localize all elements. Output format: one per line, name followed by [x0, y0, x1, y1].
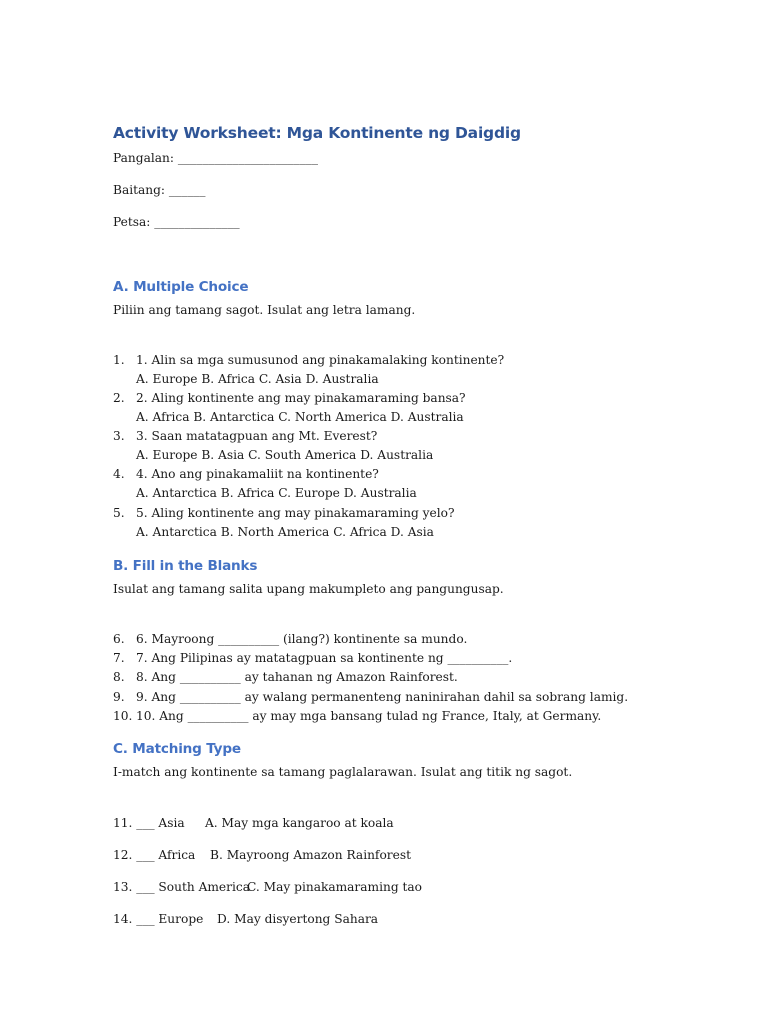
question-options: A. Europe B. Asia C. South America D. Australia — [136, 448, 434, 462]
list-item — [113, 649, 512, 668]
list-item — [113, 504, 455, 523]
matching-row — [113, 878, 422, 897]
matching-row — [113, 846, 411, 865]
list-item — [113, 668, 458, 687]
section-b-instruction: Isulat ang tamang salita upang makumpleto ang pangungusap. — [113, 582, 504, 596]
date-field-label: Petsa: ______________ — [113, 215, 240, 229]
matching-left: 13. ___ South America — [113, 880, 250, 894]
fill-blank-text: 10. Ang __________ ay may mga bansang tulad ng France, Italy, at Germany. — [136, 709, 602, 723]
item-number: 7. — [113, 651, 125, 665]
question-text: 1. Alin sa mga sumusunod ang pinakamalaking kontinente? — [136, 353, 505, 367]
list-item — [113, 630, 467, 649]
list-item — [113, 427, 377, 446]
matching-right: C. May pinakamaraming tao — [247, 880, 423, 894]
fill-blank-text: 7. Ang Pilipinas ay matatagpuan sa kontinente ng __________. — [136, 651, 513, 665]
question-options: A. Antarctica B. North America C. Africa D. Asia — [136, 525, 434, 539]
list-item — [113, 351, 504, 370]
matching-right: A. May mga kangaroo at koala — [205, 816, 394, 830]
question-text: 4. Ano ang pinakamaliit na kontinente? — [136, 467, 379, 481]
question-options: A. Europe B. Africa C. Asia D. Australia — [136, 372, 379, 386]
matching-row — [113, 910, 378, 929]
question-text: 2. Aling kontinente ang may pinakamaraming bansa? — [136, 391, 466, 405]
question-text: 3. Saan matatagpuan ang Mt. Everest? — [136, 429, 378, 443]
item-number: 10. — [113, 709, 133, 723]
item-number: 6. — [113, 632, 125, 646]
name-field-label: Pangalan: _______________________ — [113, 151, 318, 165]
matching-row — [113, 814, 394, 833]
item-number: 5. — [113, 506, 125, 520]
list-item — [113, 389, 466, 408]
section-c-instruction: I-match ang kontinente sa tamang paglalarawan. Isulat ang titik ng sagot. — [113, 765, 573, 779]
fill-blank-text: 6. Mayroong __________ (ilang?) kontinente sa mundo. — [136, 632, 468, 646]
question-options: A. Antarctica B. Africa C. Europe D. Australia — [136, 486, 417, 500]
question-options: A. Africa B. Antarctica C. North America D. Australia — [136, 410, 464, 424]
section-a-heading: A. Multiple Choice — [113, 279, 249, 295]
matching-right: D. May disyertong Sahara — [217, 912, 379, 926]
section-c-heading: C. Matching Type — [113, 741, 241, 757]
item-number: 1. — [113, 353, 125, 367]
item-number: 8. — [113, 670, 125, 684]
fill-blank-text: 8. Ang __________ ay tahanan ng Amazon Rainforest. — [136, 670, 458, 684]
list-item — [113, 688, 628, 707]
matching-right: B. Mayroong Amazon Rainforest — [210, 848, 411, 862]
item-number: 3. — [113, 429, 125, 443]
matching-left: 11. ___ Asia — [113, 816, 185, 830]
question-text: 5. Aling kontinente ang may pinakamaraming yelo? — [136, 506, 455, 520]
grade-field-label: Baitang: ______ — [113, 183, 206, 197]
matching-left: 12. ___ Africa — [113, 848, 196, 862]
list-item — [113, 707, 601, 726]
page-title: Activity Worksheet: Mga Kontinente ng Daigdig — [113, 124, 521, 142]
item-number: 2. — [113, 391, 125, 405]
section-b-heading: B. Fill in the Blanks — [113, 558, 258, 574]
fill-blank-text: 9. Ang __________ ay walang permanenteng naninirahan dahil sa sobrang lamig. — [136, 690, 629, 704]
section-a-instruction: Piliin ang tamang sagot. Isulat ang letra lamang. — [113, 303, 416, 317]
item-number: 9. — [113, 690, 125, 704]
matching-left: 14. ___ Europe — [113, 912, 204, 926]
item-number: 4. — [113, 467, 125, 481]
list-item — [113, 465, 379, 484]
